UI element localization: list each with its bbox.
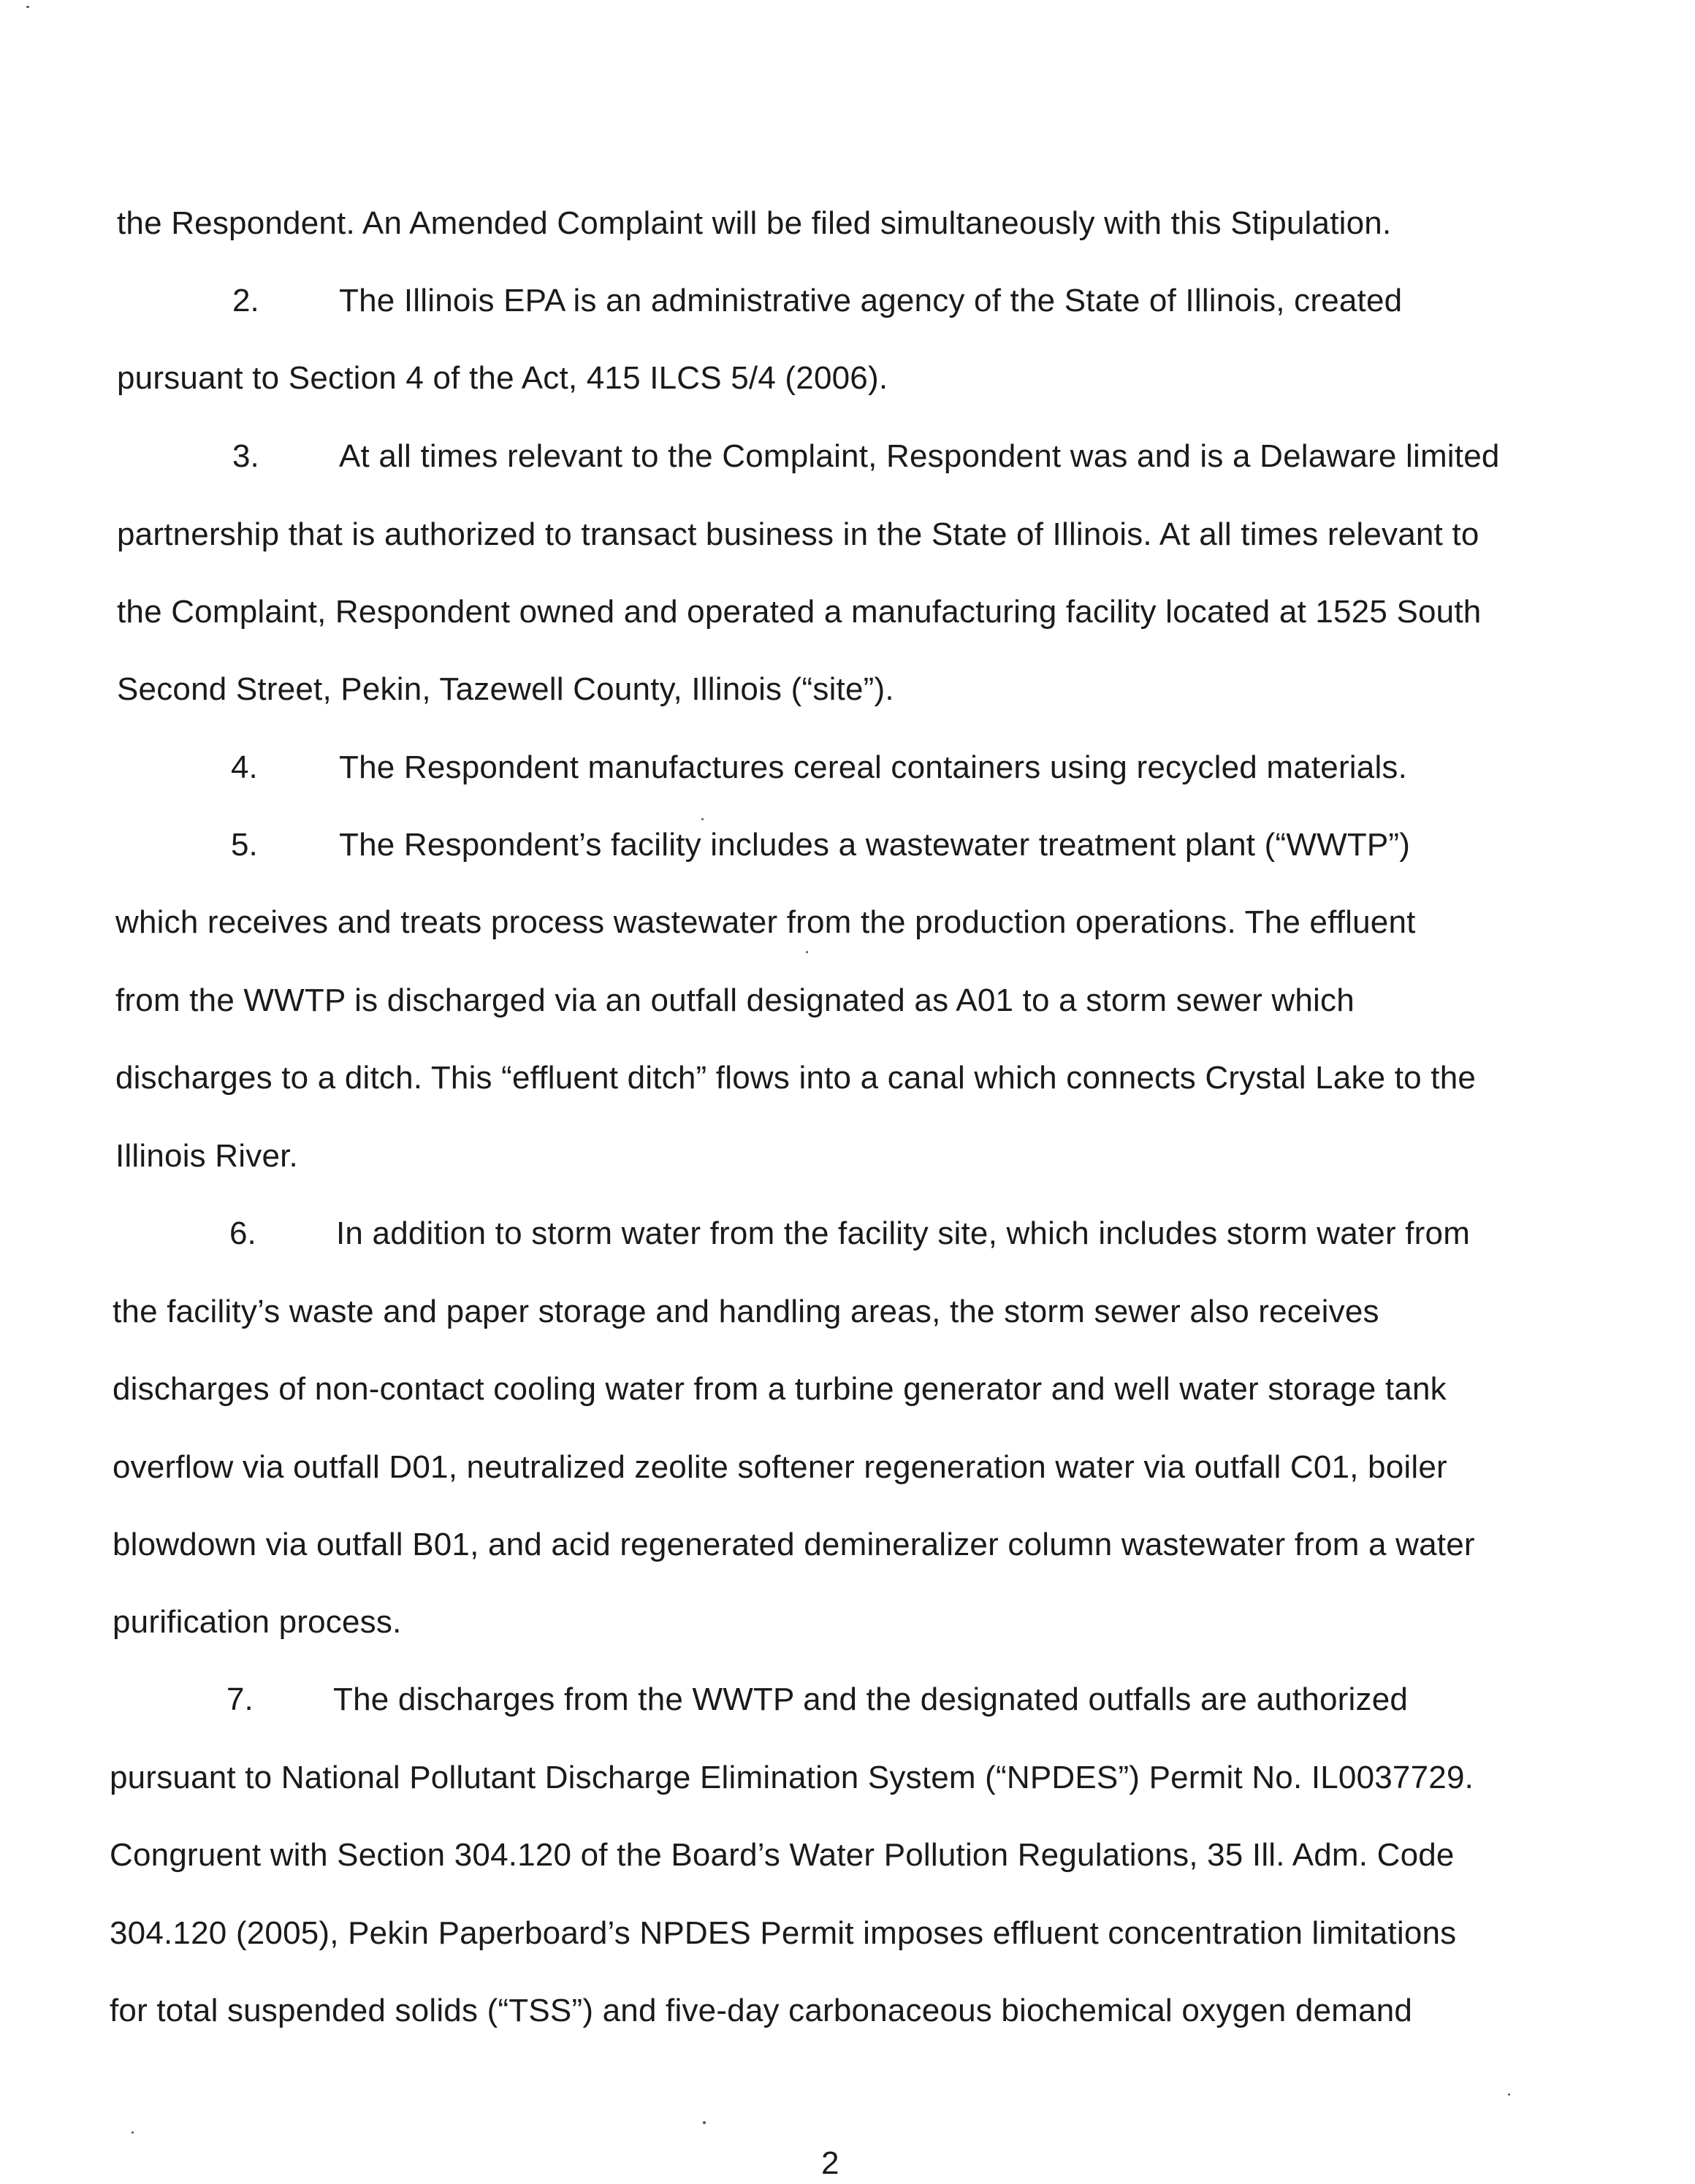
text-line: discharges of non-contact cooling water from a turbine generator and well water storage tank (113, 1371, 1447, 1407)
scan-speck (132, 2131, 134, 2134)
scan-speck (701, 818, 704, 820)
text-line: The discharges from the WWTP and the designated outfalls are authorized (333, 1681, 1409, 1717)
text-line: Illinois River. (115, 1138, 298, 1174)
text-line: At all times relevant to the Complaint, Respondent was and is a Delaware limited (339, 438, 1500, 474)
paragraph-number: 7. (226, 1681, 254, 1717)
page-number: 2 (821, 2145, 839, 2181)
text-line: blowdown via outfall B01, and acid regenerated demineralizer column wastewater from a water (113, 1527, 1475, 1562)
text-line: for total suspended solids (“TSS”) and five-day carbonaceous biochemical oxygen demand (110, 1993, 1413, 2028)
scan-speck (1508, 2093, 1510, 2096)
paragraph-number: 3. (232, 438, 259, 474)
text-line: the Respondent. An Amended Complaint will be filed simultaneously with this Stipulation. (117, 205, 1392, 241)
text-line: which receives and treats process wastewater from the production operations. The effluent (115, 904, 1416, 940)
text-line: pursuant to Section 4 of the Act, 415 ILCS 5/4 (2006). (117, 360, 888, 396)
text-line: The Illinois EPA is an administrative agency of the State of Illinois, created (339, 283, 1403, 318)
text-line: from the WWTP is discharged via an outfall designated as A01 to a storm sewer which (115, 982, 1355, 1018)
text-line: purification process. (113, 1604, 402, 1640)
text-line: overflow via outfall D01, neutralized zeolite softener regeneration water via outfall C01, boiler (113, 1449, 1447, 1485)
text-line: discharges to a ditch. This “effluent ditch” flows into a canal which connects Crystal Lake to the (115, 1060, 1477, 1096)
text-line: The Respondent’s facility includes a wastewater treatment plant (“WWTP”) (339, 827, 1411, 863)
text-line: partnership that is authorized to transact business in the State of Illinois. At all times relevant to (117, 516, 1479, 552)
paragraph-number: 2. (232, 283, 259, 318)
text-line: Second Street, Pekin, Tazewell County, Illinois (“site”). (117, 671, 894, 707)
scan-speck (26, 6, 29, 8)
paragraph-number: 4. (231, 749, 258, 785)
text-line: pursuant to National Pollutant Discharge Elimination System (“NPDES”) Permit No. IL0037729. (110, 1760, 1474, 1795)
text-line: Congruent with Section 304.120 of the Board’s Water Pollution Regulations, 35 Ill. Adm. Code (110, 1837, 1455, 1873)
text-line: 304.120 (2005), Pekin Paperboard’s NPDES Permit imposes effluent concentration limitations (110, 1915, 1457, 1951)
scan-speck (703, 2121, 706, 2124)
text-line: the Complaint, Respondent owned and operated a manufacturing facility located at 1525 South (117, 594, 1482, 630)
text-line: The Respondent manufactures cereal containers using recycled materials. (339, 749, 1408, 785)
paragraph-number: 6. (229, 1215, 256, 1251)
scan-speck (806, 951, 808, 953)
paragraph-number: 5. (231, 827, 258, 863)
text-line: the facility’s waste and paper storage and handling areas, the storm sewer also receives (113, 1294, 1379, 1329)
text-line: In addition to storm water from the facility site, which includes storm water from (336, 1215, 1471, 1251)
